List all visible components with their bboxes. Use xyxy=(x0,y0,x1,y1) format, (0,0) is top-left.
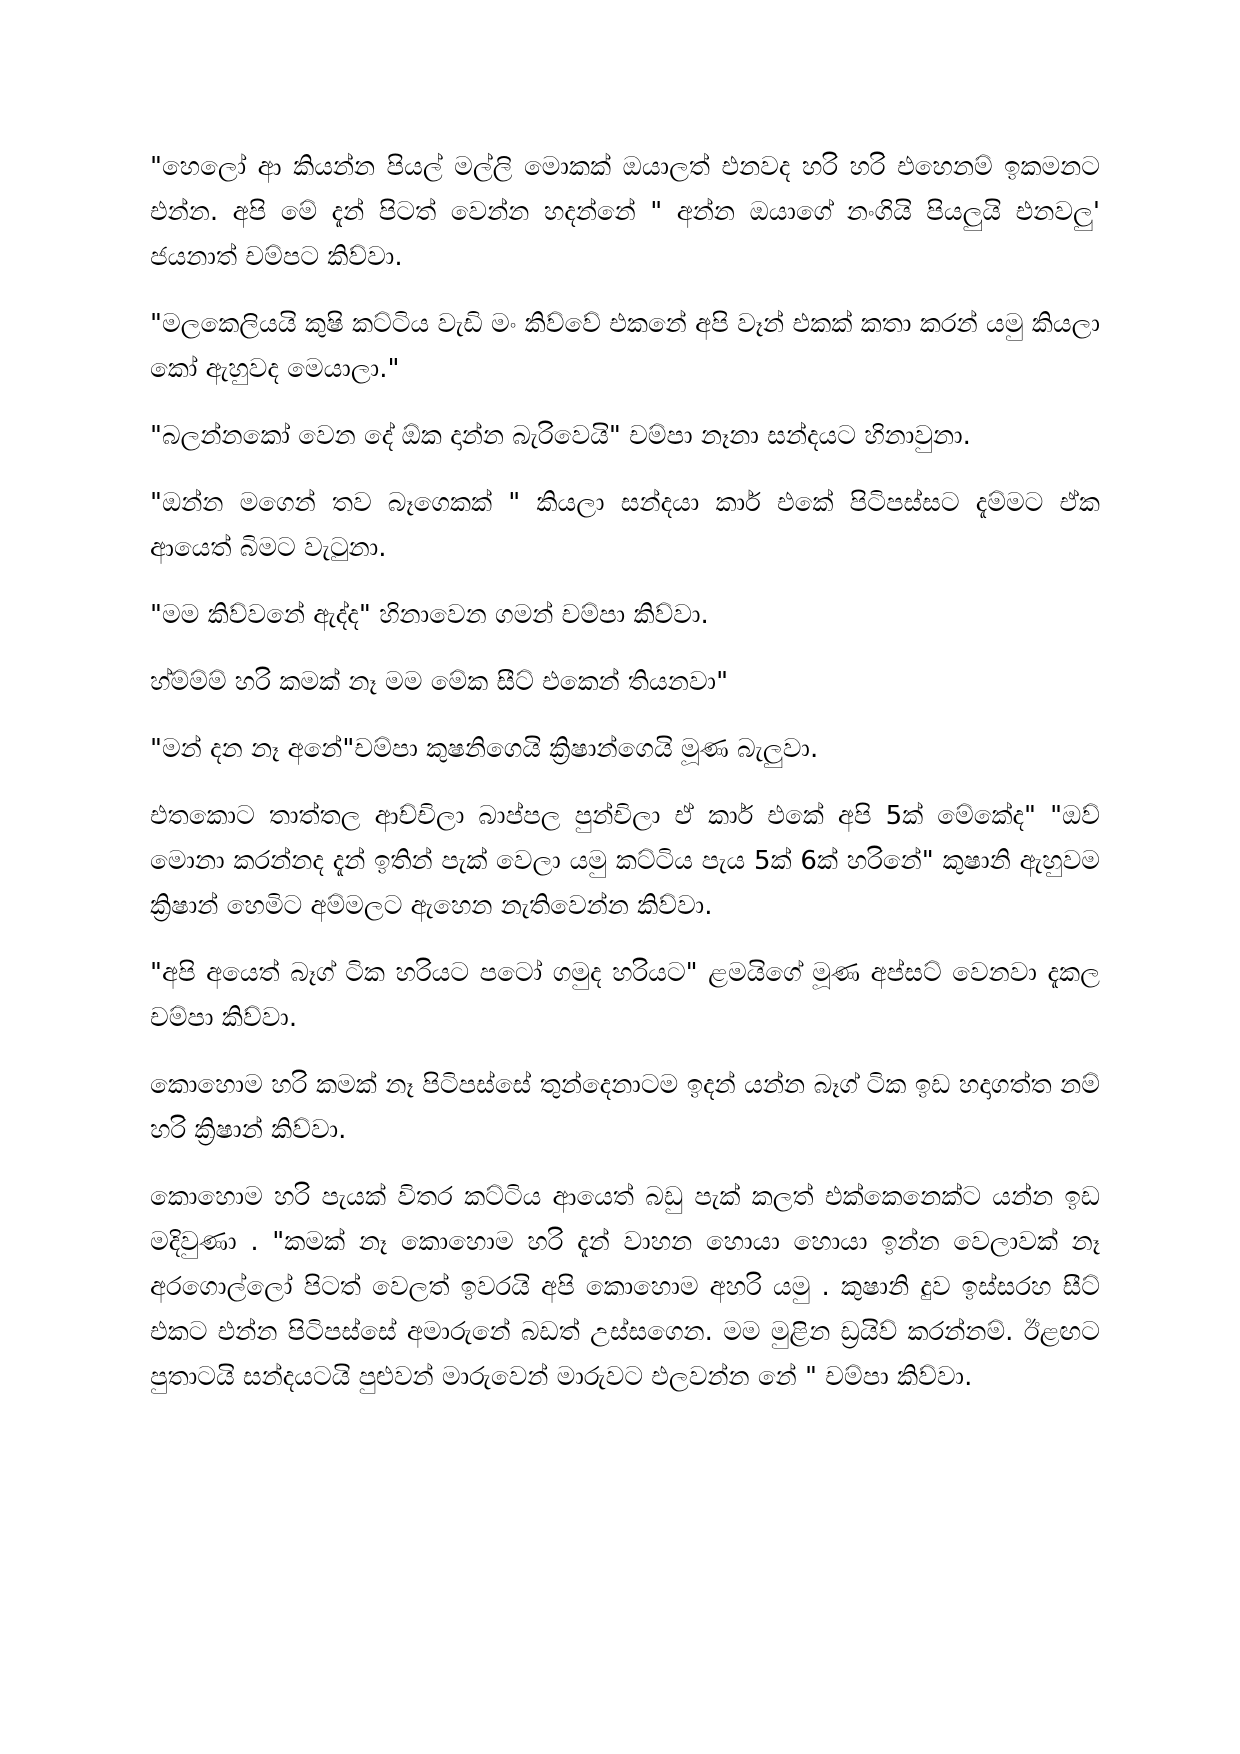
paragraph-1: "හෙලෝ ආ කියන්න පියල් මල්ලි මොකක් ඔයාලත් එනවද හරි හරි එහෙනම් ඉකමනට එන්න. අපි මේ දැන් පිටත් වෙන්න හදන්නේ " අන්න ඔයාගේ නංගියි පියලුයි එනවලු' ජයනාත් චම්පට කිව්වා. xyxy=(150,152,1100,272)
paragraph-7: "මන් දන නෑ අනේ"චම්පා කුෂනිගෙයි ක්‍රිෂාන්ගෙයි මූණ බැලුවා. xyxy=(150,734,819,764)
paragraph-6: හ්ම්ම්ම් හරි කමක් නෑ මම මේක සීට් එකෙන් තියනවා" xyxy=(150,667,729,697)
paragraph-5: "මම කිව්වනේ ඇද්ද" හිනාවෙන ගමන් චම්පා කිව්වා. xyxy=(150,600,709,630)
paragraph-10: කොහොම හරි කමක් නෑ පිටිපස්සේ තුන්දෙනාටම ඉදන් යන්න බෑග් ටික ඉඩ හදාගත්ත නම් හරි ක්‍රිෂාන් කිව්වා. xyxy=(150,1070,1100,1145)
paragraph-9: "අපි අයෙත් බෑග් ටික හරියට පටෝ ගමුද හරියට" ළමයිගේ මූණ අප්සට් වෙනවා දැකල චම්පා කිව්වා. xyxy=(150,958,1100,1033)
paragraph-8: එතකොට තාත්තල ආච්චිලා බාප්පල පුන්චිලා ඒ කාර් එකේ අපි 5ක් මේකේද" "ඔව් මොනා කරන්නද දැන් ඉතින් පැක් වෙලා යමු කට්ටිය පැය 5ක් 6ක් හරිනේ" කුෂානි ඇහුවම ක්‍රිෂාන් හෙමිට අම්මලට ඇහෙන නැතිවෙන්න කිව්වා. xyxy=(150,801,1100,921)
paragraph-2: "මලකෙලියයි කුෂි කට්ටිය වැඩි මං කිව්වේ එකනේ අපි වෑන් එකක් කතා කරන් යමු කියලා කෝ ඇහුවද මෙයාලා." xyxy=(150,309,1100,384)
paragraph-11: කොහොම හරි පැයක් විතර කට්ටිය ආයෙත් බඩු පැක් කලත් එක්කෙනෙක්ට යන්න ඉඩ මදිවුණා . "කමක් නෑ කොහොම හරි දැන් වාහන හොයා හොයා ඉන්න වෙලාවක් නෑ අරගොල්ලෝ පිටත් වෙලත් ඉවරයි අපි කොහොම අහරි යමු . කුෂානි දුව ඉස්සරහ සීට් එකට එන්න පිටිපස්සේ අමාරුනේ බඩත් උස්සගෙන. මම මුළින ඩ්‍රයිව් කරන්නම්. ඊළඟට පුතාටයි සන්දයටයි පුළුවන් මාරුවෙන් මාරුවට එලවන්න නේ " චම්පා කිව්වා. xyxy=(150,1182,1100,1392)
paragraph-3: "බලන්නකෝ වෙන දේ ඕක දාන්න බැරිවෙයි" චම්පා නෑනා සන්දයට හිනාවුනා. xyxy=(150,421,971,451)
document-body xyxy=(150,145,1100,1422)
paragraph-4: "ඔන්න මගෙන් තව බෑගෙකක් " කියලා සන්දයා කාර් එකේ පිටිපස්සට දැම්මට ඒක ආයෙත් බිමට වැටුනා. xyxy=(150,488,1100,563)
